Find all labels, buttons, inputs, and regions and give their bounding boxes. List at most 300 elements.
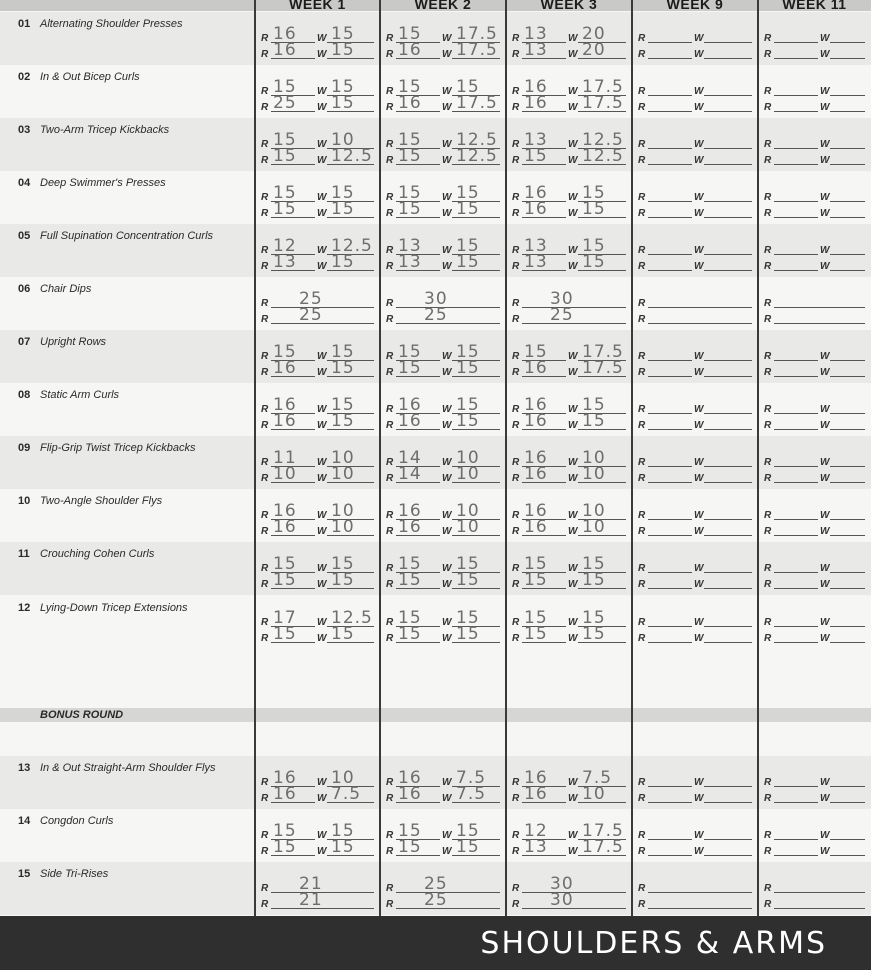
reps-line xyxy=(648,58,692,59)
weight-line xyxy=(830,360,865,361)
reps-letter: R xyxy=(638,883,646,894)
entry-row[interactable] xyxy=(764,135,869,151)
reps-letter: R xyxy=(386,777,394,788)
handwritten-reps: 12 xyxy=(273,236,297,256)
entry-row[interactable] xyxy=(386,252,504,273)
entry-row[interactable] xyxy=(512,411,630,432)
reps-letter: R xyxy=(638,793,646,804)
weight-letter: W xyxy=(820,617,830,628)
weight-letter: W xyxy=(568,49,578,60)
handwritten-reps: 15 xyxy=(398,608,422,628)
exercise-name: In & Out Straight-Arm Shoulder Flys xyxy=(40,762,216,774)
reps-letter: R xyxy=(512,579,520,590)
reps-letter: R xyxy=(386,883,394,894)
weight-letter: W xyxy=(694,777,704,788)
entry-row[interactable] xyxy=(638,469,756,485)
weight-letter: W xyxy=(568,86,578,97)
weight-letter: W xyxy=(568,633,578,644)
reps-letter: R xyxy=(386,351,394,362)
reps-line xyxy=(774,908,865,909)
reps-line xyxy=(774,323,865,324)
handwritten-weight: 20 xyxy=(582,24,606,44)
reps-letter: R xyxy=(638,298,646,309)
reps-line xyxy=(774,360,818,361)
exercise-name: Deep Swimmer's Presses xyxy=(40,177,166,189)
entry-row[interactable] xyxy=(764,895,869,911)
reps-letter: R xyxy=(512,367,520,378)
entry-row[interactable] xyxy=(638,613,756,629)
entry-row[interactable] xyxy=(261,40,378,61)
handwritten-reps: 15 xyxy=(524,624,548,644)
reps-line xyxy=(648,588,692,589)
reps-letter: R xyxy=(512,457,520,468)
weight-line xyxy=(830,217,865,218)
entry-row[interactable] xyxy=(764,257,869,273)
weight-letter: W xyxy=(568,579,578,590)
weight-letter: W xyxy=(317,830,327,841)
entry-row[interactable] xyxy=(638,294,756,310)
reps-line xyxy=(648,254,692,255)
entry-row[interactable] xyxy=(261,252,378,273)
handwritten-weight: 15 xyxy=(331,342,355,362)
reps-line xyxy=(648,376,692,377)
weight-line xyxy=(704,217,752,218)
reps-letter: R xyxy=(764,261,772,272)
weight-letter: W xyxy=(317,633,327,644)
reps-letter: R xyxy=(261,579,269,590)
exercise-number: 02 xyxy=(18,71,31,83)
weight-letter: W xyxy=(442,793,452,804)
reps-letter: R xyxy=(386,793,394,804)
reps-letter: R xyxy=(386,314,394,325)
reps-line xyxy=(396,908,500,909)
bonus-label: BONUS ROUND xyxy=(40,709,124,721)
entry-row[interactable] xyxy=(638,204,756,220)
handwritten-weight: 17.5 xyxy=(582,77,624,97)
reps-letter: R xyxy=(764,579,772,590)
reps-letter: R xyxy=(638,899,646,910)
week-header: WEEK 3 xyxy=(540,0,598,12)
handwritten-weight: 15 xyxy=(456,236,480,256)
handwritten-reps: 16 xyxy=(524,501,548,521)
entry-row[interactable] xyxy=(764,204,869,220)
entry-row[interactable] xyxy=(638,135,756,151)
weight-letter: W xyxy=(442,579,452,590)
weight-letter: W xyxy=(317,510,327,521)
weight-letter: W xyxy=(442,208,452,219)
entry-row[interactable] xyxy=(764,559,869,575)
reps-letter: R xyxy=(261,49,269,60)
entry-row[interactable] xyxy=(512,570,630,591)
entry-row[interactable] xyxy=(764,188,869,204)
weight-letter: W xyxy=(442,633,452,644)
handwritten-weight: 10 xyxy=(582,784,606,804)
entry-row[interactable] xyxy=(261,93,378,114)
reps-letter: R xyxy=(638,261,646,272)
weight-letter: W xyxy=(568,33,578,44)
weight-letter: W xyxy=(317,617,327,628)
entry-row[interactable] xyxy=(512,890,630,911)
entry-row[interactable] xyxy=(638,789,756,805)
weight-letter: W xyxy=(694,245,704,256)
weight-line xyxy=(830,111,865,112)
reps-letter: R xyxy=(638,245,646,256)
handwritten-reps: 13 xyxy=(398,252,422,272)
reps-line xyxy=(648,786,692,787)
reps-letter: R xyxy=(764,298,772,309)
handwritten-weight: 15 xyxy=(331,183,355,203)
entry-row[interactable] xyxy=(764,469,869,485)
reps-line xyxy=(396,892,500,893)
entry-row[interactable] xyxy=(638,188,756,204)
reps-line xyxy=(396,307,500,308)
entry-row[interactable] xyxy=(764,629,869,645)
entry-row[interactable] xyxy=(638,559,756,575)
weight-line xyxy=(830,148,865,149)
entry-row[interactable] xyxy=(638,241,756,257)
weight-line xyxy=(704,111,752,112)
entry-row[interactable] xyxy=(261,517,378,538)
entry-row[interactable] xyxy=(512,784,630,805)
entry-row[interactable] xyxy=(512,624,630,645)
week-header: WEEK 2 xyxy=(414,0,472,12)
reps-letter: R xyxy=(638,563,646,574)
handwritten-reps: 15 xyxy=(524,146,548,166)
weight-letter: W xyxy=(317,208,327,219)
entry-row[interactable] xyxy=(386,199,504,220)
exercise-name: Alternating Shoulder Presses xyxy=(40,18,183,30)
entry-row[interactable] xyxy=(764,98,869,114)
exercise-label xyxy=(18,762,215,774)
weight-line xyxy=(704,572,752,573)
weight-letter: W xyxy=(694,102,704,113)
entry-row[interactable] xyxy=(512,305,630,326)
reps-line xyxy=(774,307,865,308)
weight-letter: W xyxy=(568,208,578,219)
entry-row[interactable] xyxy=(386,517,504,538)
weight-letter: W xyxy=(568,510,578,521)
reps-line xyxy=(774,588,818,589)
entry-row[interactable] xyxy=(638,29,756,45)
reps-letter: R xyxy=(512,33,520,44)
handwritten-weight: 10 xyxy=(456,501,480,521)
handwritten-reps: 15 xyxy=(273,77,297,97)
reps-letter: R xyxy=(512,155,520,166)
reps-letter: R xyxy=(764,351,772,362)
reps-line xyxy=(648,42,692,43)
reps-line xyxy=(774,58,818,59)
handwritten-weight: 15 xyxy=(331,624,355,644)
handwritten-reps: 17 xyxy=(273,608,297,628)
entry-row[interactable] xyxy=(512,40,630,61)
weight-line xyxy=(830,802,865,803)
entry-row[interactable] xyxy=(512,358,630,379)
reps-letter: R xyxy=(638,49,646,60)
entry-row[interactable] xyxy=(386,464,504,485)
weight-letter: W xyxy=(568,155,578,166)
entry-row[interactable] xyxy=(261,411,378,432)
reps-letter: R xyxy=(386,261,394,272)
reps-line xyxy=(648,111,692,112)
entry-row[interactable] xyxy=(261,199,378,220)
handwritten-reps: 15 xyxy=(524,342,548,362)
entry-row[interactable] xyxy=(638,842,756,858)
weight-line xyxy=(830,413,865,414)
bonus-band xyxy=(0,708,871,722)
entry-row[interactable] xyxy=(261,305,378,326)
handwritten-weight: 17.5 xyxy=(582,358,624,378)
entry-row[interactable] xyxy=(386,784,504,805)
weight-letter: W xyxy=(442,33,452,44)
weight-letter: W xyxy=(568,617,578,628)
weight-letter: W xyxy=(820,633,830,644)
entry-row[interactable] xyxy=(386,837,504,858)
entry-row[interactable] xyxy=(638,826,756,842)
handwritten-reps: 15 xyxy=(398,837,422,857)
weight-letter: W xyxy=(317,846,327,857)
entry-row[interactable] xyxy=(386,624,504,645)
weight-letter: W xyxy=(820,102,830,113)
entry-row[interactable] xyxy=(638,879,756,895)
handwritten-weight: 15 xyxy=(331,821,355,841)
weight-letter: W xyxy=(568,367,578,378)
handwritten-weight: 15 xyxy=(456,554,480,574)
handwritten-reps: 25 xyxy=(273,93,297,113)
handwritten-weight: 17.5 xyxy=(582,342,624,362)
handwritten-weight: 15 xyxy=(331,77,355,97)
reps-letter: R xyxy=(261,830,269,841)
handwritten-reps: 25 xyxy=(424,890,448,910)
entry-row[interactable] xyxy=(638,575,756,591)
entry-row[interactable] xyxy=(386,40,504,61)
weight-letter: W xyxy=(317,793,327,804)
entry-row[interactable] xyxy=(512,146,630,167)
reps-letter: R xyxy=(261,563,269,574)
exercise-name: Congdon Curls xyxy=(40,815,114,827)
reps-line xyxy=(774,572,818,573)
exercise-name: Flip-Grip Twist Tricep Kickbacks xyxy=(40,442,196,454)
handwritten-reps: 15 xyxy=(398,146,422,166)
weight-letter: W xyxy=(694,404,704,415)
entry-row[interactable] xyxy=(638,310,756,326)
entry-row[interactable] xyxy=(261,358,378,379)
weight-line xyxy=(830,519,865,520)
reps-letter: R xyxy=(764,617,772,628)
reps-letter: R xyxy=(261,208,269,219)
exercise-label xyxy=(18,495,162,507)
entry-row[interactable] xyxy=(764,506,869,522)
handwritten-reps: 13 xyxy=(524,236,548,256)
entry-row[interactable] xyxy=(386,146,504,167)
entry-row[interactable] xyxy=(764,29,869,45)
handwritten-weight: 17.5 xyxy=(456,40,498,60)
weight-letter: W xyxy=(317,33,327,44)
exercise-number: 12 xyxy=(18,602,31,614)
handwritten-weight: 10 xyxy=(582,517,606,537)
reps-letter: R xyxy=(386,208,394,219)
exercise-number: 04 xyxy=(18,177,31,189)
entry-row[interactable] xyxy=(764,416,869,432)
handwritten-reps: 14 xyxy=(398,448,422,468)
entry-row[interactable] xyxy=(512,517,630,538)
weight-line xyxy=(704,148,752,149)
entry-row[interactable] xyxy=(764,453,869,469)
entry-row[interactable] xyxy=(764,45,869,61)
entry-row[interactable] xyxy=(638,522,756,538)
reps-letter: R xyxy=(764,899,772,910)
reps-letter: R xyxy=(261,245,269,256)
reps-letter: R xyxy=(638,192,646,203)
entry-row[interactable] xyxy=(764,879,869,895)
weight-letter: W xyxy=(442,510,452,521)
week-header: WEEK 9 xyxy=(666,0,724,12)
weight-letter: W xyxy=(317,777,327,788)
weight-letter: W xyxy=(820,830,830,841)
handwritten-reps: 25 xyxy=(550,305,574,325)
handwritten-weight: 15 xyxy=(331,252,355,272)
weight-letter: W xyxy=(820,563,830,574)
exercise-label xyxy=(18,71,140,83)
reps-letter: R xyxy=(386,899,394,910)
entry-row[interactable] xyxy=(764,241,869,257)
entry-row[interactable] xyxy=(764,789,869,805)
entry-row[interactable] xyxy=(512,837,630,858)
entry-row[interactable] xyxy=(386,93,504,114)
reps-letter: R xyxy=(638,510,646,521)
reps-letter: R xyxy=(764,420,772,431)
entry-row[interactable] xyxy=(638,363,756,379)
handwritten-reps: 16 xyxy=(273,358,297,378)
entry-row[interactable] xyxy=(638,347,756,363)
weight-line xyxy=(704,254,752,255)
entry-row[interactable] xyxy=(638,773,756,789)
reps-letter: R xyxy=(638,155,646,166)
entry-row[interactable] xyxy=(638,629,756,645)
entry-row[interactable] xyxy=(764,773,869,789)
handwritten-weight: 10 xyxy=(331,130,355,150)
entry-row[interactable] xyxy=(764,826,869,842)
entry-row[interactable] xyxy=(638,416,756,432)
weight-letter: W xyxy=(442,563,452,574)
reps-letter: R xyxy=(512,830,520,841)
entry-row[interactable] xyxy=(386,411,504,432)
entry-row[interactable] xyxy=(638,400,756,416)
handwritten-reps: 25 xyxy=(299,305,323,325)
entry-row[interactable] xyxy=(638,151,756,167)
weight-letter: W xyxy=(694,846,704,857)
handwritten-reps: 30 xyxy=(550,890,574,910)
handwritten-reps: 30 xyxy=(424,289,448,309)
entry-row[interactable] xyxy=(386,305,504,326)
entry-row[interactable] xyxy=(638,98,756,114)
entry-row[interactable] xyxy=(386,358,504,379)
weight-letter: W xyxy=(442,367,452,378)
weight-line xyxy=(704,482,752,483)
handwritten-reps: 16 xyxy=(273,40,297,60)
entry-row[interactable] xyxy=(512,199,630,220)
handwritten-reps: 16 xyxy=(273,395,297,415)
entry-row[interactable] xyxy=(512,93,630,114)
column-divider xyxy=(254,0,256,916)
weight-letter: W xyxy=(317,245,327,256)
handwritten-reps: 15 xyxy=(273,342,297,362)
entry-row[interactable] xyxy=(261,570,378,591)
entry-row[interactable] xyxy=(764,842,869,858)
entry-row[interactable] xyxy=(638,257,756,273)
handwritten-weight: 15 xyxy=(331,395,355,415)
entry-row[interactable] xyxy=(638,506,756,522)
entry-row[interactable] xyxy=(764,613,869,629)
weight-letter: W xyxy=(820,510,830,521)
reps-letter: R xyxy=(261,883,269,894)
entry-row[interactable] xyxy=(764,294,869,310)
weight-letter: W xyxy=(820,526,830,537)
entry-row[interactable] xyxy=(764,347,869,363)
handwritten-weight: 17.5 xyxy=(456,24,498,44)
weight-letter: W xyxy=(317,563,327,574)
weight-letter: W xyxy=(568,420,578,431)
entry-row[interactable] xyxy=(638,82,756,98)
entry-row[interactable] xyxy=(638,45,756,61)
weight-line xyxy=(704,270,752,271)
weight-letter: W xyxy=(694,367,704,378)
entry-row[interactable] xyxy=(261,890,378,911)
weight-letter: W xyxy=(568,846,578,857)
reps-letter: R xyxy=(261,777,269,788)
entry-row[interactable] xyxy=(261,146,378,167)
reps-letter: R xyxy=(386,33,394,44)
reps-letter: R xyxy=(261,526,269,537)
week-header: WEEK 11 xyxy=(782,0,847,12)
entry-row[interactable] xyxy=(764,522,869,538)
entry-row[interactable] xyxy=(261,837,378,858)
reps-line xyxy=(774,786,818,787)
weight-line xyxy=(830,429,865,430)
handwritten-reps: 13 xyxy=(524,837,548,857)
entry-row[interactable] xyxy=(261,784,378,805)
column-divider xyxy=(379,0,381,916)
entry-row[interactable] xyxy=(764,400,869,416)
handwritten-weight: 20 xyxy=(582,40,606,60)
entry-row[interactable] xyxy=(261,624,378,645)
exercise-name: Two-Arm Tricep Kickbacks xyxy=(40,124,170,136)
exercise-number: 10 xyxy=(18,495,31,507)
entry-row[interactable] xyxy=(261,464,378,485)
entry-row[interactable] xyxy=(386,570,504,591)
weight-letter: W xyxy=(568,830,578,841)
entry-row[interactable] xyxy=(512,464,630,485)
handwritten-reps: 16 xyxy=(524,93,548,113)
weight-letter: W xyxy=(442,49,452,60)
entry-row[interactable] xyxy=(638,895,756,911)
reps-letter: R xyxy=(512,617,520,628)
entry-row[interactable] xyxy=(512,252,630,273)
entry-row[interactable] xyxy=(764,363,869,379)
entry-row[interactable] xyxy=(764,82,869,98)
entry-row[interactable] xyxy=(638,453,756,469)
entry-row[interactable] xyxy=(764,575,869,591)
entry-row[interactable] xyxy=(386,890,504,911)
reps-letter: R xyxy=(261,617,269,628)
reps-letter: R xyxy=(386,420,394,431)
entry-row[interactable] xyxy=(764,310,869,326)
handwritten-reps: 15 xyxy=(398,624,422,644)
weight-letter: W xyxy=(442,192,452,203)
reps-letter: R xyxy=(764,33,772,44)
footer-bar xyxy=(0,916,871,970)
weight-letter: W xyxy=(317,473,327,484)
entry-row[interactable] xyxy=(764,151,869,167)
